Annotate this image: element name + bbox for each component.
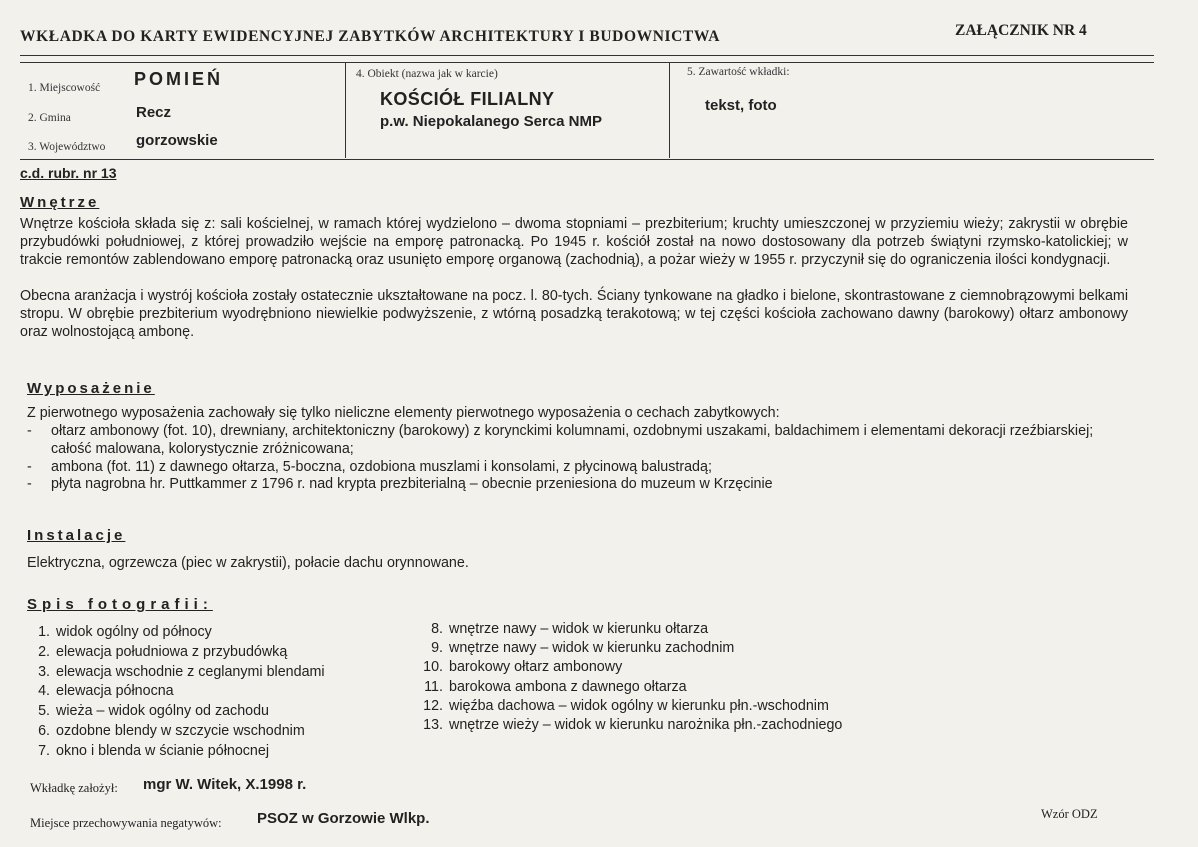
continuation-ref: c.d. rubr. nr 13: [20, 165, 117, 181]
commune-label: 2. Gmina: [28, 112, 71, 124]
storage-value: PSOZ w Gorzowie Wlkp.: [257, 810, 430, 827]
photos-heading: Spis fotografii:: [27, 596, 213, 613]
list-item: 12. więźba dachowa – widok ogólny w kierunku płn.-wschodnim: [423, 697, 829, 714]
installations-heading: Instalacje: [27, 527, 126, 544]
form-template: Wzór ODZ: [1041, 807, 1098, 821]
installations-text: Elektryczna, ogrzewcza (piec w zakrystii), połacie dachu orynnowane.: [27, 555, 469, 571]
photos-list-right: [420, 620, 842, 735]
furnishings-list: [27, 423, 1137, 494]
list-item: 1. widok ogólny od północy: [38, 624, 212, 640]
list-item: 13. wnętrze wieży – widok w kierunku narożnika płn.-zachodniego: [423, 717, 843, 734]
list-item: 3. elewacja wschodnie z ceglanymi blendami: [38, 663, 325, 680]
annex-number: ZAŁĄCZNIK NR 4: [955, 22, 1087, 39]
furnishings-heading: Wyposażenie: [27, 380, 155, 397]
object-dedication: p.w. Niepokalanego Serca NMP: [380, 113, 603, 130]
author-label: Wkładkę założył:: [30, 781, 118, 795]
list-item: 10. barokowy ołtarz ambonowy: [423, 659, 623, 676]
bullet-dash: -: [27, 476, 32, 493]
furnishings-intro: Z pierwotnego wyposażenia zachowały się tylko nieliczne elementy pierwotnego wyposażenia o cechach zabytkowych:: [27, 405, 780, 421]
list-item: 4. elewacja północna: [38, 683, 174, 700]
photos-list-left: [27, 623, 325, 762]
locality-label: 1. Miejscowość: [28, 82, 101, 94]
list-item: 2. elewacja południowa z przybudówką: [38, 643, 288, 660]
voivodeship-value: gorzowskie: [136, 132, 218, 149]
interior-paragraph-1: Wnętrze kościoła składa się z: sali kościelnej, w ramach której wydzielono – dwoma stopniami – prezbiterium; kruchty umieszczonej w przyziemiu wieży; zakrystii w obrębie przybudówki południowej, z której prowadziło wejście na emporę patronacką. Po 1945 r. kościół został na nowo dostosowany dla potrzeb świątyni rzymsko-katolickiej; w trakcie remontów zablendowano emporę patronacką oraz usunięto emporę organową (zachodnią), a pożar wieży w 1955 r. przyczynił się do ograniczenia ilości kondygnacji.: [20, 216, 1128, 268]
bullet-dash: -: [27, 423, 32, 439]
bullet-dash: -: [27, 458, 32, 475]
list-item: - ambona (fot. 11) z dawnego ołtarza, 5-boczna, ozdobiona muszlami i konsolami, z płycinową balustradą;: [27, 458, 712, 475]
content-label: 5. Zawartość wkładki:: [687, 66, 790, 78]
author-value: mgr W. Witek, X.1998 r.: [143, 776, 307, 793]
list-item: 6. ozdobne blendy w szczycie wschodnim: [38, 722, 305, 739]
storage-label: Miejsce przechowywania negatywów:: [30, 816, 222, 830]
info-divider-2: [669, 62, 670, 158]
locality-value: POMIEŃ: [134, 69, 224, 89]
info-divider-1: [345, 62, 346, 158]
list-item: 11. barokowa ambona z dawnego ołtarza: [424, 678, 687, 695]
content-value: tekst, foto: [705, 97, 777, 114]
object-name: KOŚCIÓŁ FILIALNY: [380, 89, 555, 109]
list-item: - płyta nagrobna hr. Puttkammer z 1796 r. nad krypta prezbiterialną – obecnie przeniesiona do muzeum w Krzęcinie: [27, 476, 773, 493]
list-item: 8. wnętrze nawy – widok w kierunku ołtarza: [431, 621, 709, 637]
list-item: 7. okno i blenda w ścianie północnej: [38, 742, 270, 759]
commune-value: Recz: [136, 104, 172, 121]
list-item: - ołtarz ambonowy (fot. 10), drewniany, architektoniczny (barokowy) z korynckimi kolumnami, ozdobnymi uszakami, baldachimem i elementami dekoracji rzeźbiarskiej; całość malowana, kolorystycznie zróżnicowana;: [27, 423, 1094, 457]
header-rule: [20, 55, 1154, 56]
document-title: WKŁADKA DO KARTY EWIDENCYJNEJ ZABYTKÓW ARCHITEKTURY I BUDOWNICTWA: [20, 28, 721, 45]
interior-heading: Wnętrze: [20, 194, 100, 211]
list-item: 9. wnętrze nawy – widok w kierunku zachodnim: [431, 640, 735, 657]
object-label: 4. Obiekt (nazwa jak w karcie): [356, 68, 498, 80]
interior-paragraph-2: Obecna aranżacja i wystrój kościoła zostały ostatecznie ukształtowane na pocz. l. 80-tych. Ściany tynkowane na gładko i bielone, skontrastowane z ciemnobrązowymi belkami stropu. W obrębie prezbiterium wyodrębniono niewielkie podwyższenie, z wtórną posadzką terakotową; w tej części kościoła zachowano dawny (barokowy) ołtarz ambonowy oraz wolnostojącą ambonę.: [20, 288, 1128, 340]
voivodeship-label: 3. Województwo: [28, 141, 106, 153]
list-item: 5. wieża – widok ogólny od zachodu: [38, 703, 270, 720]
